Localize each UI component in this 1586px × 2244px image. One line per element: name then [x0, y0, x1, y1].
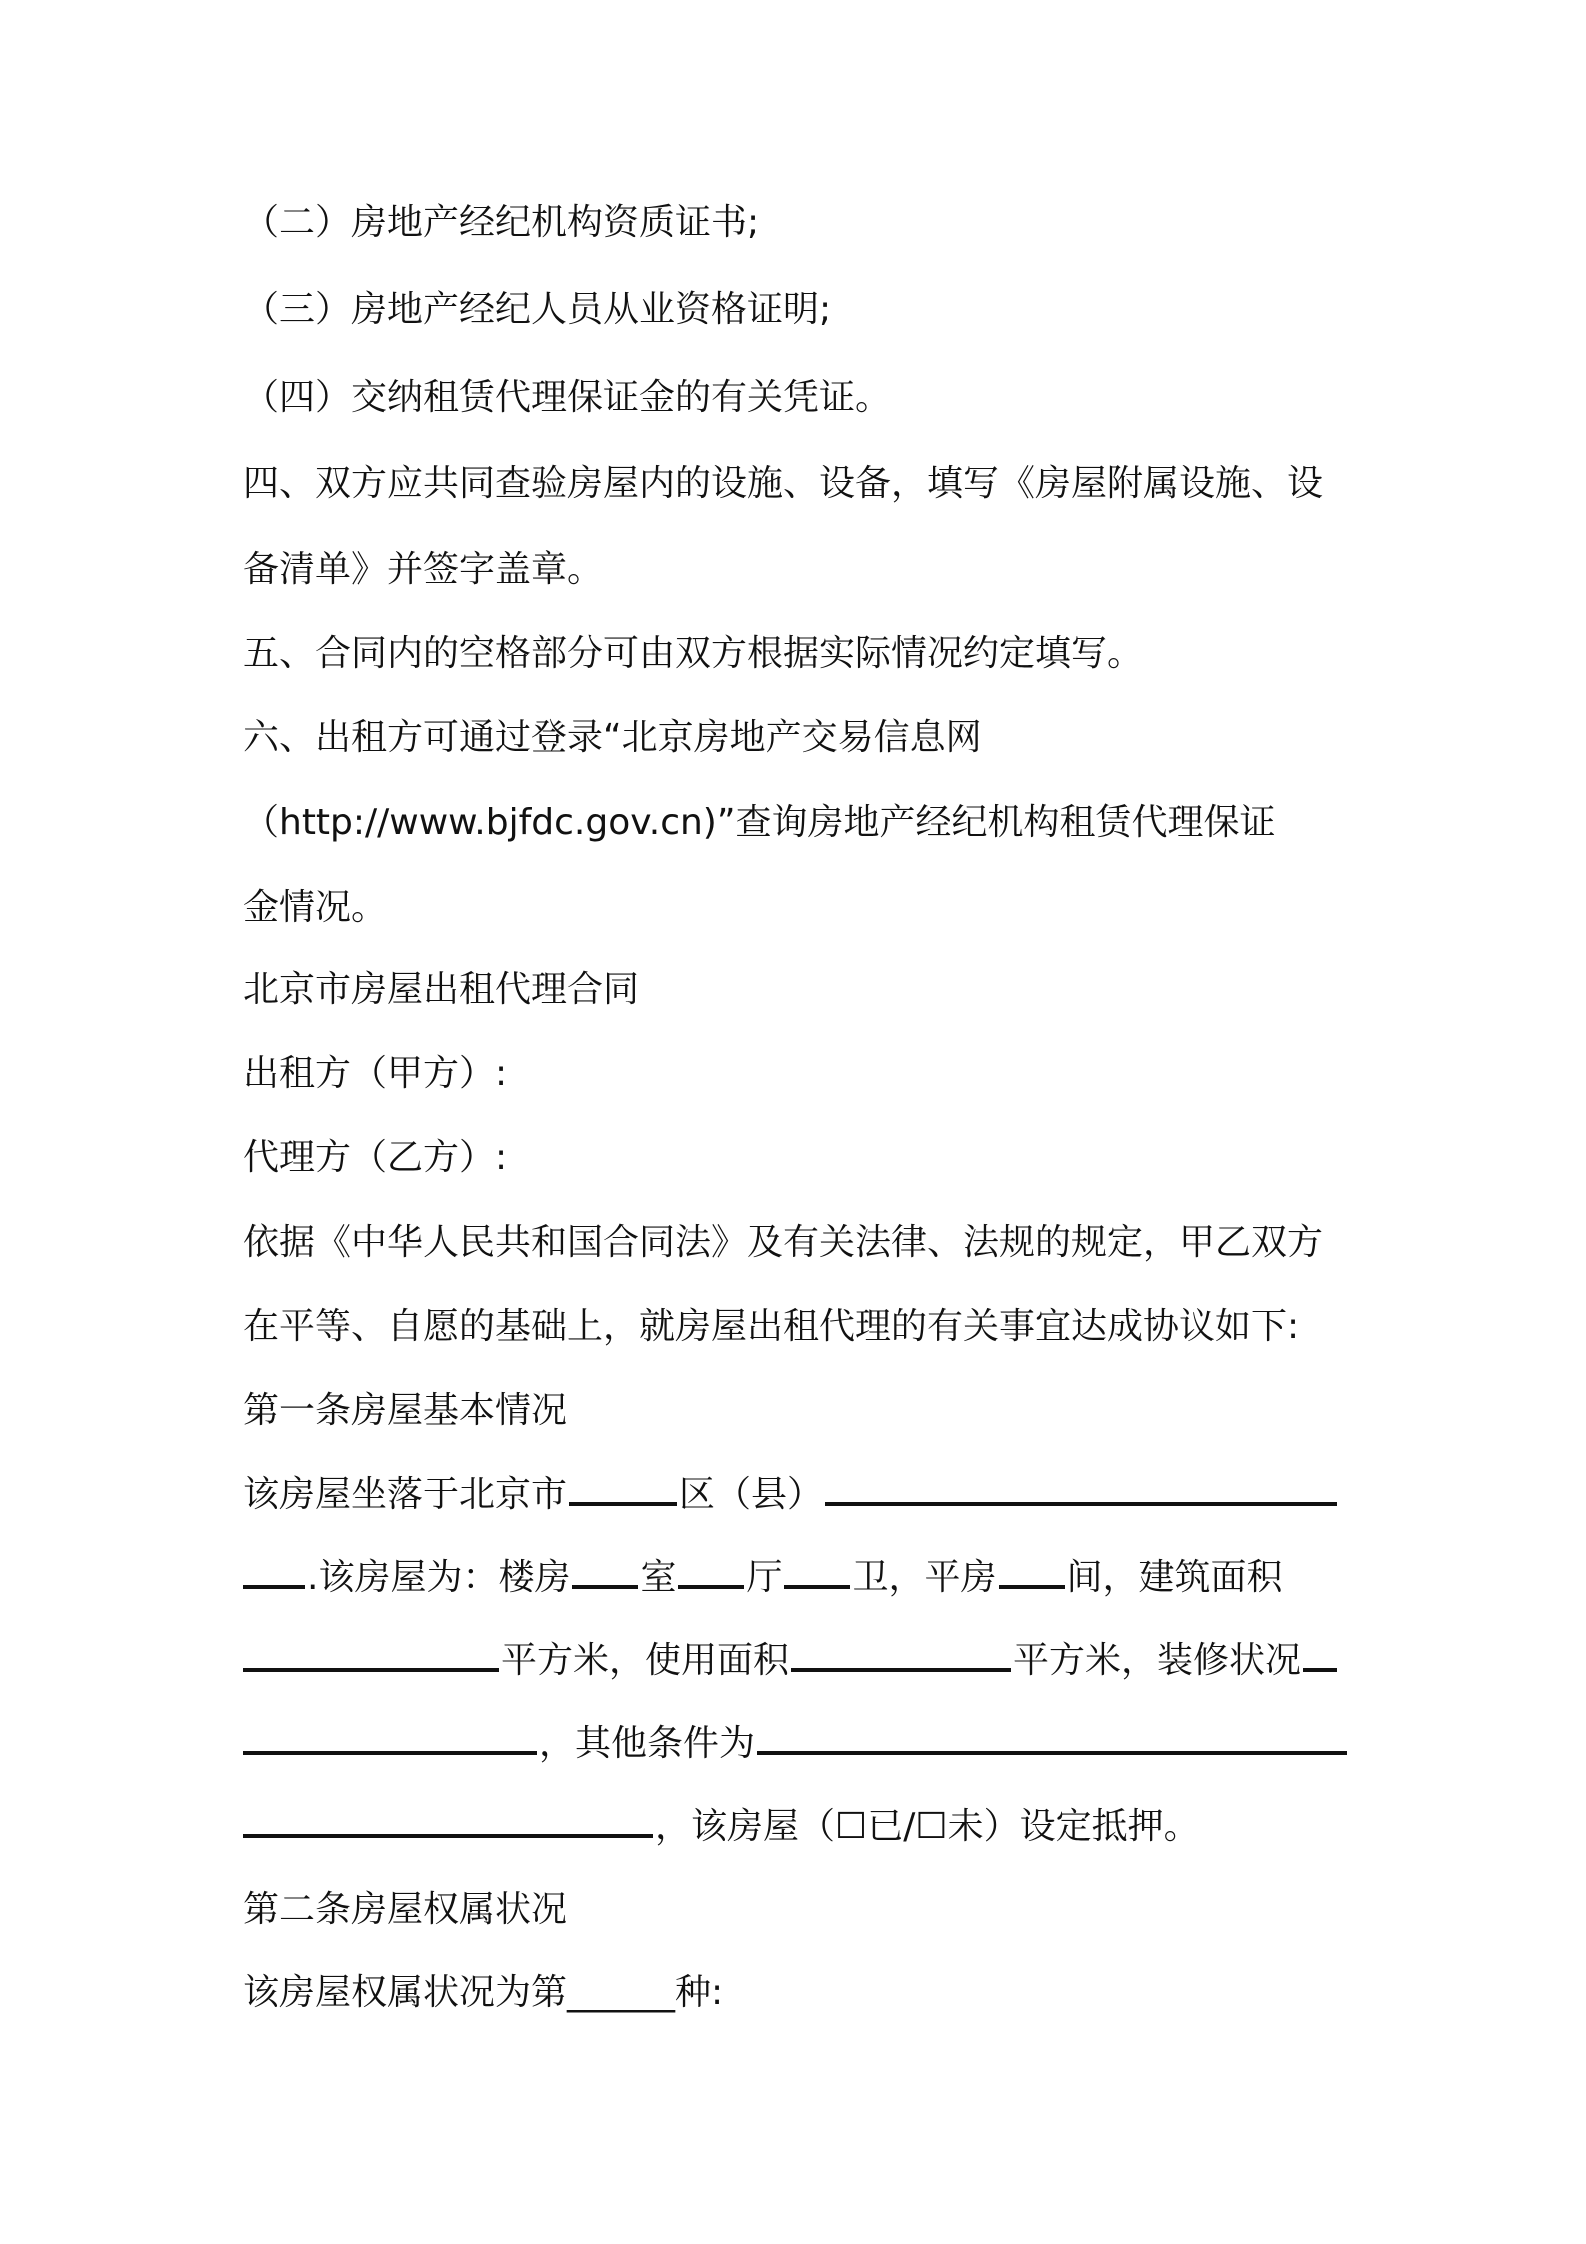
address-blank[interactable] — [825, 1468, 1337, 1506]
label: 区（县） — [679, 1474, 824, 1515]
paragraph-line: 金情况。 — [243, 887, 388, 928]
paragraph-line: 在平等、自愿的基础上，就房屋出租代理的有关事宜达成协议如下: — [243, 1306, 1300, 1347]
article-heading: 第一条房屋基本情况 — [243, 1390, 568, 1431]
usable-area-blank[interactable] — [791, 1634, 1011, 1672]
label: 该房屋坐落于北京市 — [243, 1474, 568, 1515]
article-heading: 第二条房屋权属状况 — [243, 1889, 568, 1930]
area-line — [243, 1634, 1343, 1686]
mortgage-line — [243, 1800, 1343, 1852]
label: .该房屋为：楼房 — [307, 1557, 571, 1598]
location-line — [243, 1468, 1343, 1520]
label: ，其他条件为 — [539, 1723, 756, 1764]
bungalow-rooms-blank[interactable] — [999, 1551, 1065, 1589]
other-conditions-blank[interactable] — [757, 1717, 1347, 1755]
list-item: （四）交纳租赁代理保证金的有关凭证。 — [243, 377, 892, 418]
label: ，该房屋（☐已/☐未）设定抵押。 — [655, 1806, 1200, 1847]
label: 厅 — [746, 1557, 783, 1598]
other-conditions-blank-cont[interactable] — [243, 1800, 653, 1838]
paragraph-line: 五、合同内的空格部分可由双方根据实际情况约定填写。 — [243, 633, 1144, 674]
baths-blank[interactable] — [784, 1551, 850, 1589]
floor-area-blank[interactable] — [243, 1634, 499, 1672]
label: 室 — [640, 1557, 677, 1598]
conditions-line — [243, 1717, 1343, 1769]
label: 平方米，使用面积 — [501, 1640, 790, 1681]
paragraph-line: （http://www.bjfdc.gov.cn)”查询房地产经纪机构租赁代理保证 — [243, 802, 1276, 843]
lessor-label: 出租方（甲方）: — [243, 1053, 508, 1094]
paragraph-line: 依据《中华人民共和国合同法》及有关法律、法规的规定，甲乙双方 — [243, 1222, 1324, 1263]
halls-blank[interactable] — [678, 1551, 744, 1589]
list-item: （三）房地产经纪人员从业资格证明; — [243, 289, 832, 330]
address-blank-cont[interactable] — [243, 1551, 305, 1589]
rooms-line — [243, 1551, 1343, 1603]
decoration-blank-cont[interactable] — [243, 1717, 537, 1755]
paragraph-line: 备清单》并签字盖章。 — [243, 549, 604, 590]
paragraph-line: 六、出租方可通过登录“北京房地产交易信息网 — [243, 717, 982, 758]
agent-label: 代理方（乙方）: — [243, 1137, 508, 1178]
paragraph-line: 四、双方应共同查验房屋内的设施、设备，填写《房屋附属设施、设 — [243, 463, 1324, 504]
ownership-line: 该房屋权属状况为第______种: — [243, 1972, 724, 2013]
label: 间，建筑面积 — [1066, 1557, 1283, 1598]
label: 平方米，装修状况 — [1013, 1640, 1302, 1681]
list-item: （二）房地产经纪机构资质证书; — [243, 202, 760, 243]
label: 卫，平房 — [852, 1557, 997, 1598]
decoration-blank[interactable] — [1303, 1634, 1337, 1672]
rooms-blank[interactable] — [572, 1551, 638, 1589]
district-blank[interactable] — [569, 1468, 677, 1506]
contract-title: 北京市房屋出租代理合同 — [243, 969, 640, 1010]
